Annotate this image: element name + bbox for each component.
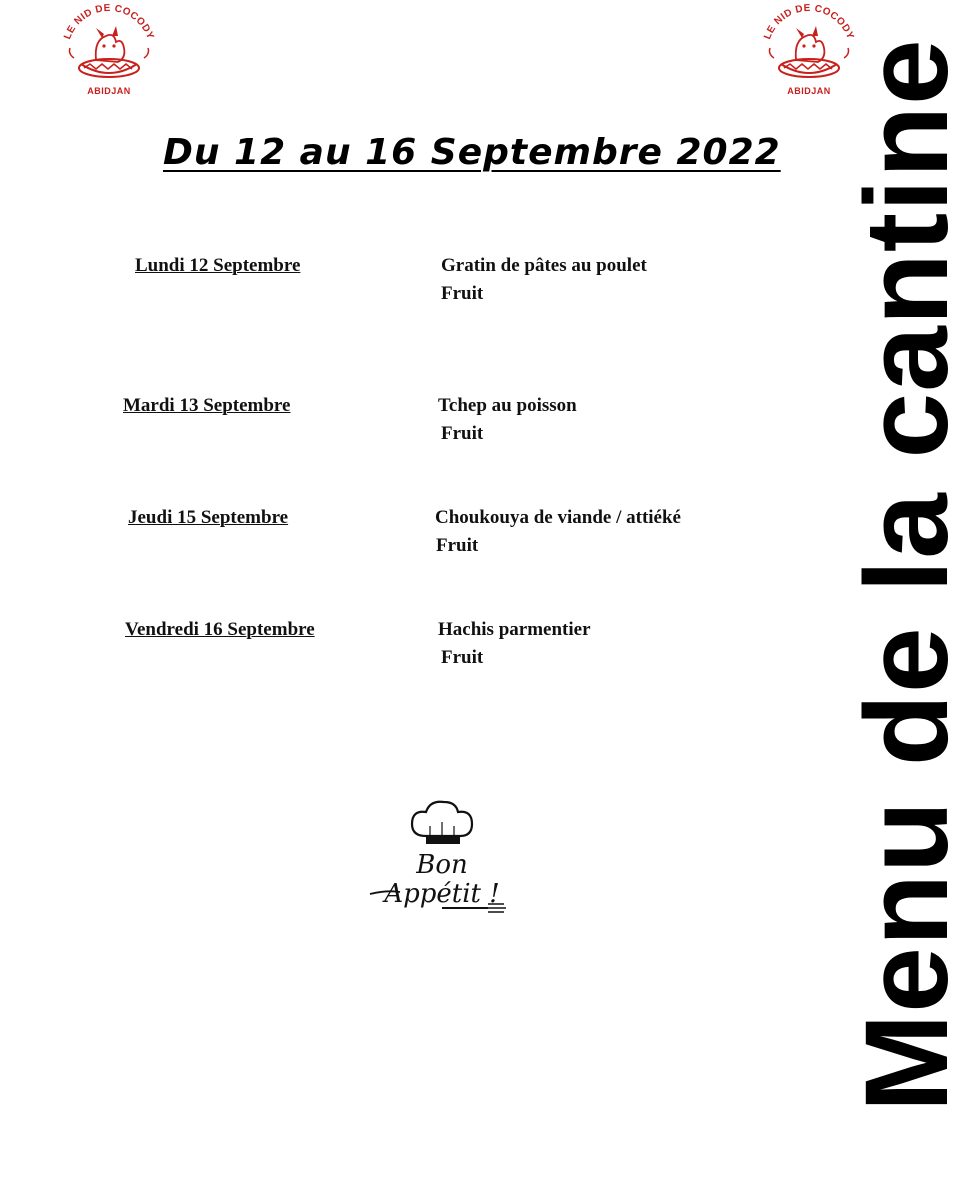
nest-logo-icon: [56, 2, 162, 102]
dessert: Fruit: [436, 535, 479, 556]
menu-week-title: Du 12 au 16 Septembre 2022: [163, 132, 781, 173]
bon-text: Bon: [416, 850, 468, 880]
school-logo-left: [56, 2, 162, 102]
day-label: Vendredi 16 Septembre: [125, 619, 315, 640]
svg-text:ABIDJAN: ABIDJAN: [87, 86, 131, 96]
main-dish: Hachis parmentier: [438, 619, 591, 640]
main-dish: Gratin de pâtes au poulet: [441, 255, 647, 276]
day-label: Mardi 13 Septembre: [123, 395, 291, 416]
dessert: Fruit: [441, 423, 484, 444]
svg-text:LE NID DE COCODY: LE NID DE COCODY: [762, 2, 856, 42]
chef-hat-icon: [356, 796, 528, 921]
dessert: Fruit: [441, 647, 484, 668]
svg-text:LE NID DE COCODY: LE NID DE COCODY: [62, 2, 156, 42]
main-dish: Choukouya de viande / attiéké: [435, 507, 681, 528]
day-label: Lundi 12 Septembre: [135, 255, 301, 276]
main-dish: Tchep au poisson: [438, 395, 577, 416]
day-label: Jeudi 15 Septembre: [128, 507, 289, 528]
appetit-text: Appétit !: [384, 879, 500, 909]
vertical-banner-right: Menu de la cantine: [841, 38, 973, 1112]
bon-appetit-graphic: [356, 796, 528, 921]
svg-text:ABIDJAN: ABIDJAN: [787, 86, 831, 96]
dessert: Fruit: [441, 283, 484, 304]
